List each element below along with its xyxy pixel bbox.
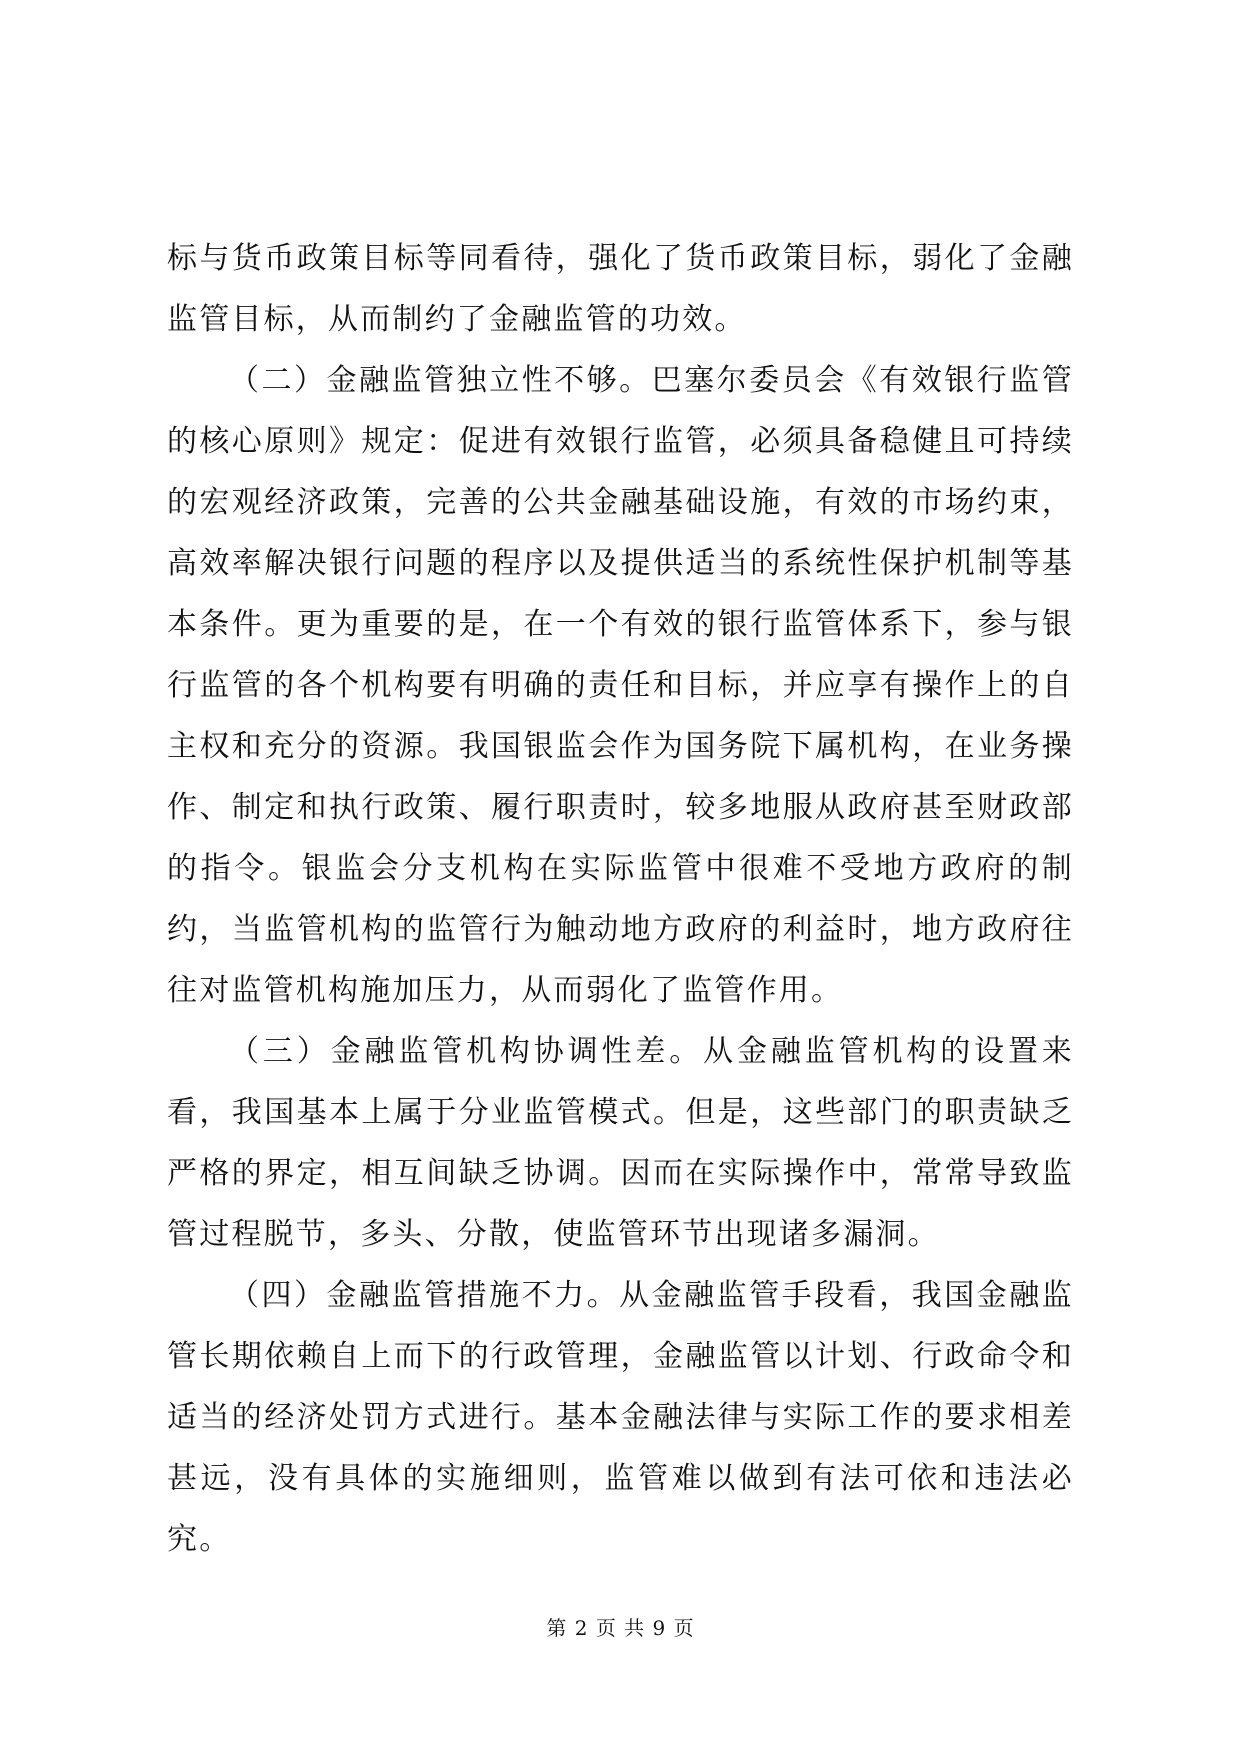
paragraph-section-4: （四）金融监管措施不力。从金融监管手段看，我国金融监管长期依赖自上而下的行政管理，金融监管以计划、行政命令和适当的经济处罚方式进行。基本金融法律与实际工作的要求相差甚远，没有具体的实施细则，监管难以做到有法可依和违法必究。 (167, 1278, 1074, 1557)
paragraph-section-3: （三）金融监管机构协调性差。从金融监管机构的设置来看，我国基本上属于分业监管模式。但是，这些部门的职责缺乏严格的界定，相互间缺乏协调。因而在实际操作中，常常导致监管过程脱节，多头、分散，使监管环节出现诸多漏洞。 (167, 1034, 1074, 1252)
document-body (167, 228, 1074, 1570)
page-number-footer: 第 2 页 共 9 页 (546, 1616, 695, 1640)
paragraph-continued: 标与货币政策目标等同看待，强化了货币政策目标，弱化了金融监管目标，从而制约了金融监管的功效。 (167, 241, 1074, 337)
paragraph-section-2: （二）金融监管独立性不够。巴塞尔委员会《有效银行监管的核心原则》规定：促进有效银行监管，必须具备稳健且可持续的宏观经济政策，完善的公共金融基础设施，有效的市场约束，高效率解决银行问题的程序以及提供适当的系统性保护机制等基本条件。更为重要的是，在一个有效的银行监管体系下，参与银行监管的各个机构要有明确的责任和目标，并应享有操作上的自主权和充分的资源。我国银监会作为国务院下属机构，在业务操作、制定和执行政策、履行职责时，较多地服从政府甚至财政部的指令。银监会分支机构在实际监管中很难不受地方政府的制约，当监管机构的监管行为触动地方政府的利益时，地方政府往往对监管机构施加压力，从而弱化了监管作用。 (167, 363, 1074, 1008)
